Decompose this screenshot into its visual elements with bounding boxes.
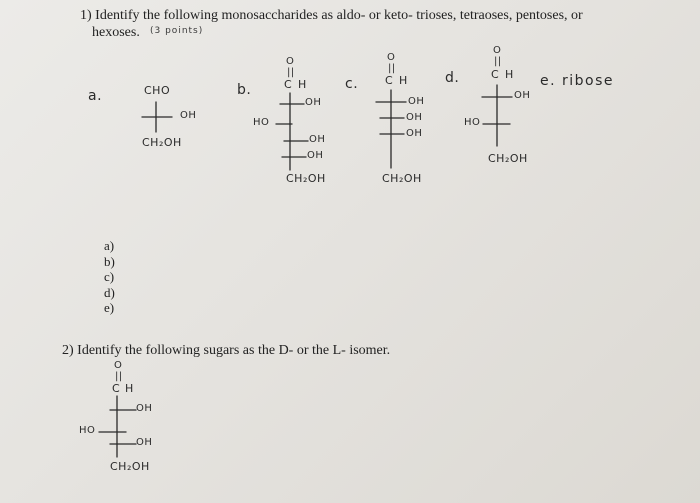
- answer-b: b): [104, 253, 115, 269]
- structure-c-oh-2: OH: [406, 112, 423, 123]
- structure-a-bottom: CH₂OH: [142, 136, 182, 149]
- answer-e: e): [104, 300, 115, 316]
- q2-structure-c: C: [112, 382, 121, 395]
- structure-c-o: O: [387, 52, 396, 63]
- q2-structure-double-bond: ||: [115, 371, 123, 382]
- structure-a-oh: OH: [180, 110, 197, 121]
- structure-a-label: a.: [88, 88, 103, 104]
- structure-e-label: e. ribose: [540, 73, 615, 89]
- structure-b-oh-1: OH: [305, 97, 322, 108]
- structure-c-oh-1: OH: [408, 96, 425, 107]
- structure-b-c: C: [284, 78, 293, 91]
- structure-c-label: c.: [345, 76, 359, 92]
- question-2-text: 2) Identify the following sugars as the D- or the L- isomer.: [62, 343, 391, 358]
- structure-b-double-bond: ||: [287, 67, 295, 78]
- structure-b-bottom: CH₂OH: [286, 172, 326, 185]
- structure-d-bottom: CH₂OH: [488, 152, 528, 165]
- structure-a-top: CHO: [144, 84, 171, 97]
- structure-c-oh-3: OH: [406, 128, 423, 139]
- q2-structure-o: O: [114, 360, 123, 371]
- q2-structure-oh-3: OH: [136, 437, 153, 448]
- structure-c-c: C: [385, 74, 394, 87]
- structure-b-oh-4: OH: [307, 150, 324, 161]
- answer-list: [104, 238, 115, 316]
- structure-c-h: H: [399, 74, 408, 87]
- structure-b-h: H: [298, 78, 307, 91]
- structure-d-double-bond: ||: [494, 56, 502, 67]
- answer-c: c): [104, 269, 115, 285]
- structure-b-oh-3: OH: [309, 134, 326, 145]
- q2-structure-bottom: CH₂OH: [110, 460, 150, 473]
- structure-b-o: O: [286, 56, 295, 67]
- question-1-line-2: hexoses.: [92, 25, 140, 40]
- structure-b-label: b.: [237, 82, 252, 98]
- structure-c-bottom: CH₂OH: [382, 172, 422, 185]
- structure-b-ho-2: HO: [253, 117, 270, 128]
- q2-structure-ho-2: HO: [79, 425, 96, 436]
- structure-d-c: C: [491, 68, 500, 81]
- structure-d-ho-2: HO: [464, 117, 481, 128]
- q2-structure-oh-1: OH: [136, 403, 153, 414]
- points-note: (3 points): [150, 26, 204, 36]
- structure-d-label: d.: [445, 70, 460, 86]
- q2-structure-h: H: [125, 382, 134, 395]
- structure-d-h: H: [505, 68, 514, 81]
- structure-c-double-bond: ||: [388, 63, 396, 74]
- structure-d-o: O: [493, 45, 502, 56]
- question-1-line-1: 1) Identify the following monosaccharides as aldo- or keto- trioses, tetraoses, pentoses, or: [80, 8, 583, 23]
- answer-a: a): [104, 238, 115, 253]
- structure-d-oh-1: OH: [514, 90, 531, 101]
- answer-d: d): [104, 284, 115, 300]
